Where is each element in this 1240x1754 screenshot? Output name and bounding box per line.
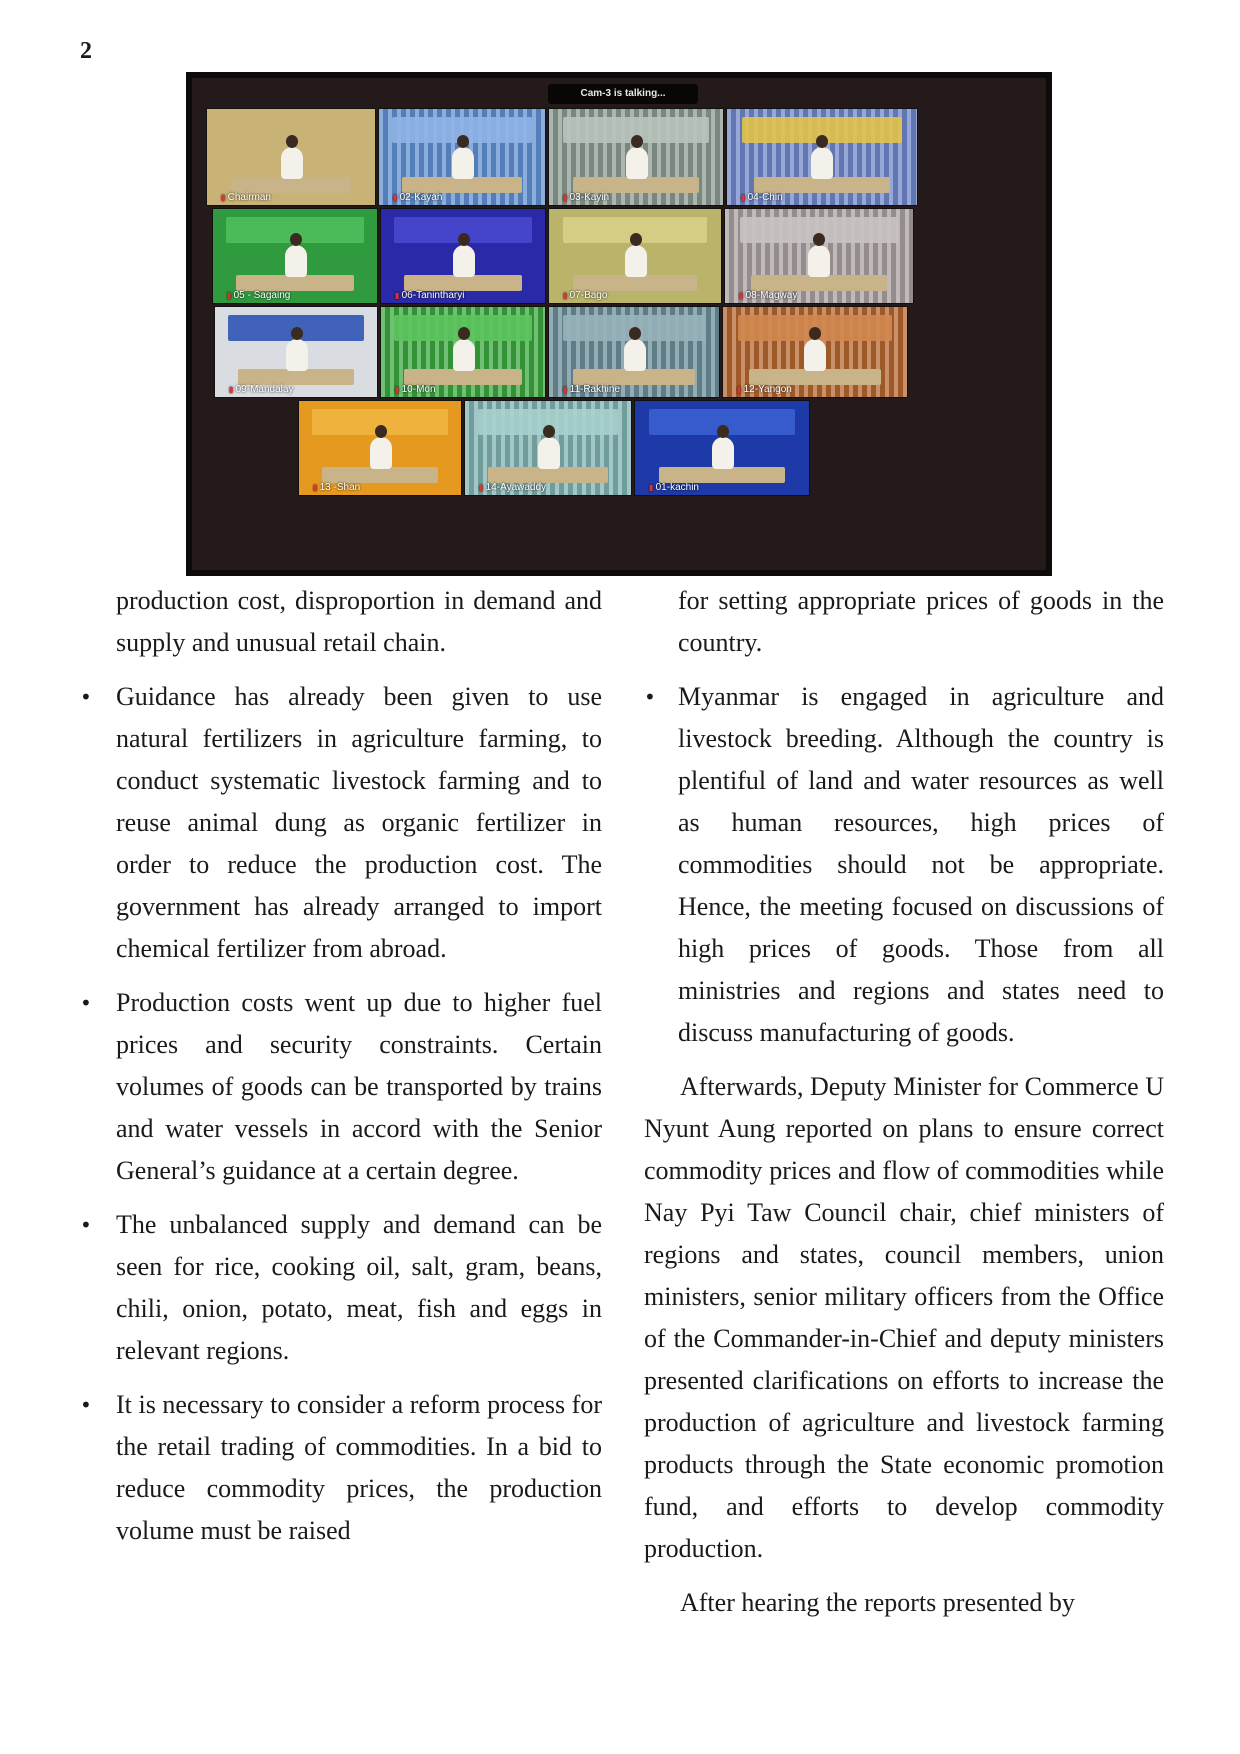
conference-tile bbox=[464, 400, 632, 496]
tile-label: ▮ 03-Kayin bbox=[563, 192, 609, 203]
talking-indicator: Cam-3 is talking... bbox=[548, 84, 698, 104]
conference-tile bbox=[214, 306, 378, 398]
conference-tile bbox=[206, 108, 376, 206]
page-number: 2 bbox=[80, 38, 92, 64]
conference-tile bbox=[380, 208, 546, 304]
tile-label: ▮ 14-Ayawaddy bbox=[479, 482, 546, 493]
tile-label: ▮ 13 -Shan bbox=[313, 482, 360, 493]
body-paragraph: After hearing the reports presented by bbox=[680, 1588, 1075, 1617]
conference-tile bbox=[298, 400, 462, 496]
video-conference-photo bbox=[186, 72, 1052, 576]
tile-label: ▮ 11-Rakhine bbox=[563, 384, 620, 395]
bullet-item: • It is necessary to consider a reform process for the retail trading of commodities. In a bid to reduce commodity prices, the production volume must be raised bbox=[116, 1384, 602, 1552]
tile-label: ▮ Chairman bbox=[221, 192, 271, 203]
tile-label: ▮ 02-Kayah bbox=[393, 192, 442, 203]
conference-tile bbox=[212, 208, 378, 304]
bullet-item: • The unbalanced supply and demand can be seen for rice, cooking oil, salt, gram, beans, chili, onion, potato, meat, fish and eggs in relevant regions. bbox=[116, 1204, 602, 1372]
tile-label: ▮ 08-Magway bbox=[739, 290, 797, 301]
conference-tile bbox=[726, 108, 918, 206]
tile-label: ▮ 07-Bago bbox=[563, 290, 607, 301]
tile-label: ▮ 09-Mandalay bbox=[229, 384, 293, 395]
conference-tile bbox=[724, 208, 914, 304]
conference-tile bbox=[722, 306, 908, 398]
bullet-item: • Production costs went up due to higher fuel prices and security constraints. Certain volumes of goods can be transported by trains and water vessels in accord with the Senior General’s guidance at a certain degree. bbox=[116, 982, 602, 1192]
conference-tile bbox=[380, 306, 546, 398]
conference-tile bbox=[634, 400, 810, 496]
continued-paragraph: production cost, disproportion in demand and supply and unusual retail chain. bbox=[116, 586, 602, 657]
conference-tile bbox=[548, 306, 720, 398]
conference-tile bbox=[548, 208, 722, 304]
left-column bbox=[116, 580, 602, 1552]
body-paragraph: Afterwards, Deputy Minister for Commerce U Nyunt Aung reported on plans to ensure correct commodity prices and flow of commodities while Nay Pyi Taw Council chair, chief ministers of regions and states, council members, union ministers, senior military officers from the Office of the Commander-in-Chief and deputy ministers presented clarifications on efforts to increase the production of agriculture and livestock farming products through the State economic promotion fund, and efforts to develop commodity production. bbox=[644, 1072, 1164, 1563]
conference-tile bbox=[548, 108, 724, 206]
conference-tile bbox=[378, 108, 546, 206]
tile-label: ▮ 12-Yangon bbox=[737, 384, 792, 395]
bullet-item: • Myanmar is engaged in agriculture and livestock breeding. Although the country is plentiful of land and water resources as well as human resources, high prices of commodities should not be appropriate. Hence, the meeting focused on discussions of high prices of goods. Those from all ministries and regions and states need to discuss manufacturing of goods. bbox=[644, 676, 1164, 1054]
tile-label: ▮ 10-Mon bbox=[395, 384, 436, 395]
tile-label: ▮ 06-Tanintharyi bbox=[395, 290, 464, 301]
tile-label: ▮ 04-Chin bbox=[741, 192, 783, 203]
tile-label: ▮ 05 - Sagaing bbox=[227, 290, 290, 301]
bullet-item: • Guidance has already been given to use natural fertilizers in agriculture farming, to conduct systematic livestock farming and to reuse animal dung as organic fertilizer in order to reduce the production cost. The government has already arranged to import chemical fertilizer from abroad. bbox=[116, 676, 602, 970]
continued-paragraph: for setting appropriate prices of goods in the country. bbox=[678, 586, 1164, 657]
tile-label: ▮ 01-kachin bbox=[649, 482, 699, 493]
right-column bbox=[644, 580, 1164, 1624]
